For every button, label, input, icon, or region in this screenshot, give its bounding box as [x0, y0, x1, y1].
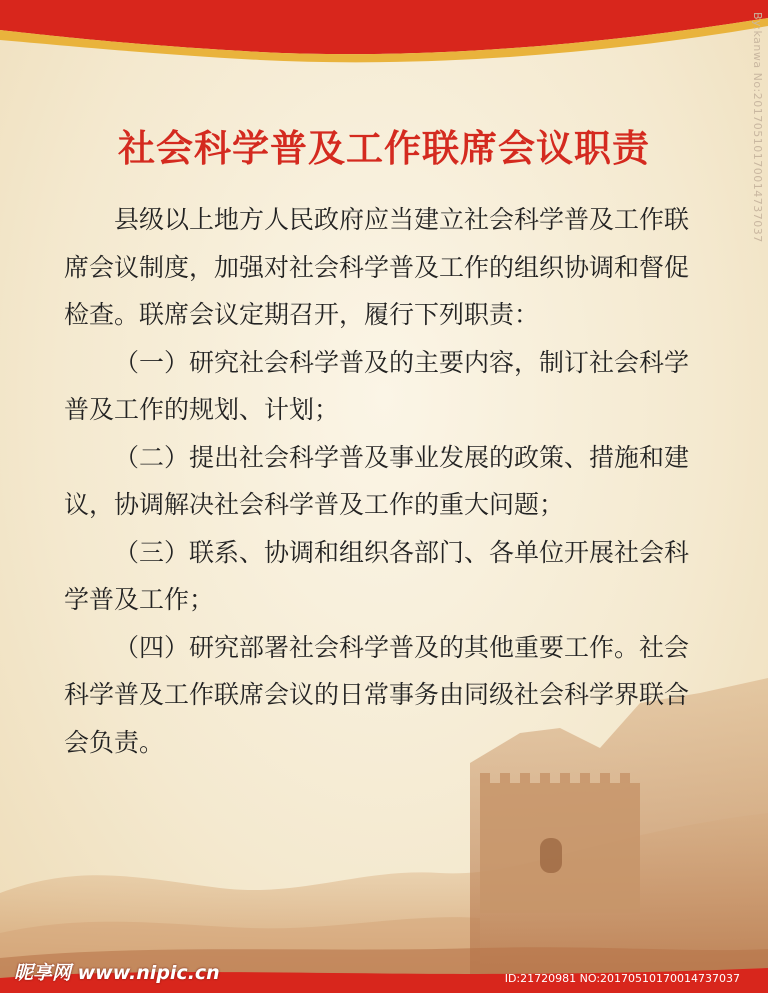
paragraph-item-3: （三）联系、协调和组织各部门、各单位开展社会科学普及工作；	[64, 537, 690, 614]
bottom-right-watermark: ID:21720981 NO:20170510170014737037	[504, 972, 740, 985]
body-text	[64, 196, 706, 766]
bottom-left-watermark: 昵享网 www.nipic.cn	[14, 962, 220, 984]
top-red-band	[0, 0, 768, 80]
page-title: 社会科学普及工作联席会议职责	[118, 126, 650, 170]
paragraph-item-2: （二）提出社会科学普及事业发展的政策、措施和建议，协调解决社会科学普及工作的重大问题；	[64, 442, 690, 519]
side-watermark: By:kanwa No:20170510170014737037	[751, 12, 764, 243]
paragraph-intro: 县级以上地方人民政府应当建立社会科学普及工作联席会议制度，加强对社会科学普及工作的组织协调和督促检查。联席会议定期召开，履行下列职责：	[64, 205, 690, 329]
paragraph-item-4: （四）研究部署社会科学普及的其他重要工作。社会科学普及工作联席会议的日常事务由同级社会科学界联合会负责。	[64, 632, 690, 757]
paragraph-item-1: （一）研究社会科学普及的主要内容，制订社会科学普及工作的规划、计划；	[64, 347, 690, 424]
